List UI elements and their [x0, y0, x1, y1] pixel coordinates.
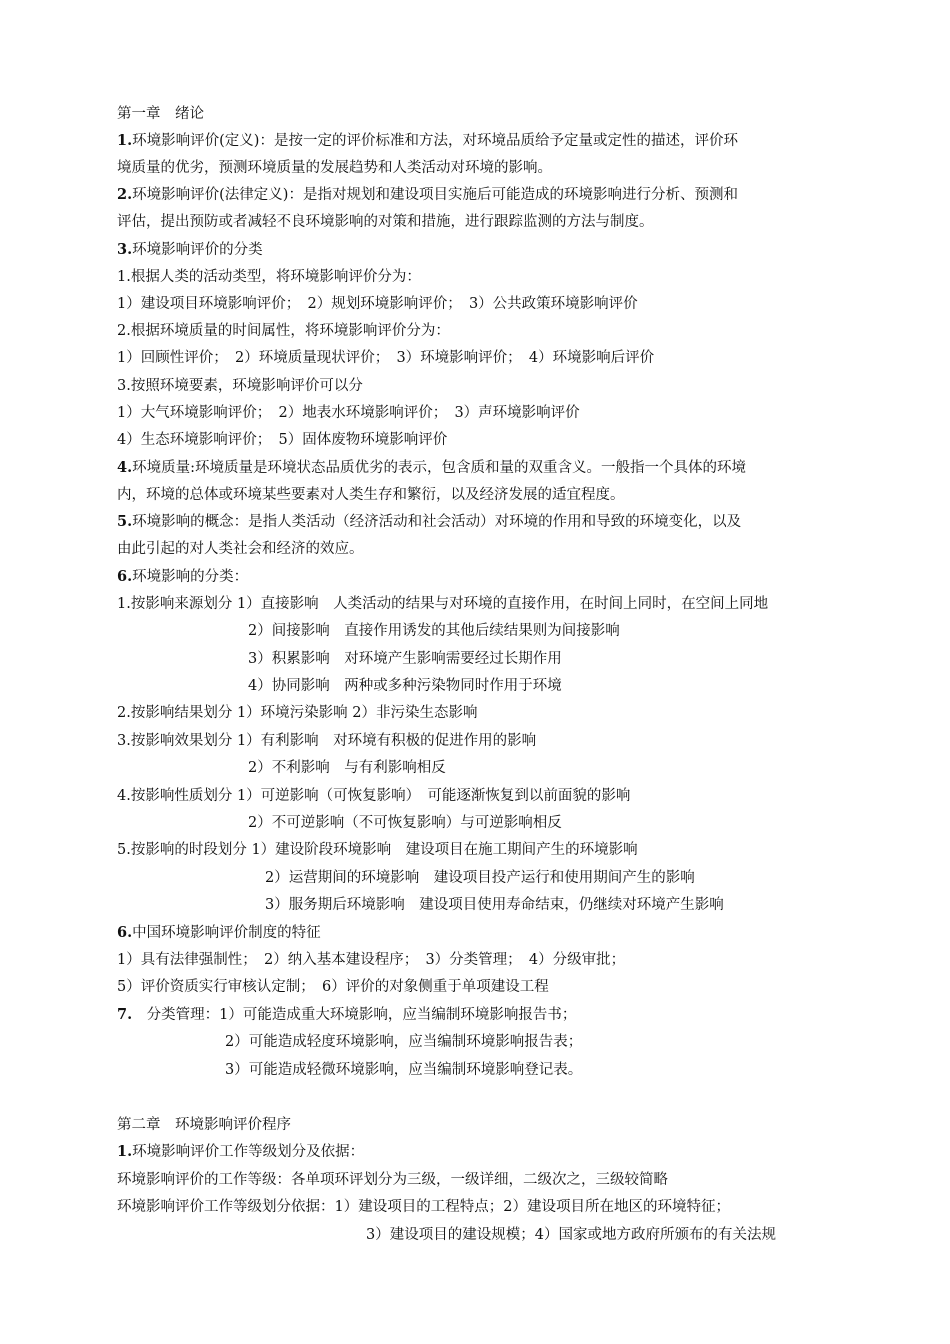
text-line: 3）服务期后环境影响 建设项目使用寿命结束，仍继续对环境产生影响 [265, 897, 724, 913]
text-line: 环境影响评价的工作等级：各单项环评划分为三级，一级详细，二级次之，三级较简略 [117, 1172, 668, 1188]
text-line: 内，环境的总体或环境某些要素对人类生存和繁衍，以及经济发展的适宜程度。 [117, 487, 625, 503]
text-line: 2）不利影响 与有利影响相反 [248, 760, 446, 776]
text-line: 由此引起的对人类社会和经济的效应。 [117, 541, 364, 557]
text-line: 1.按影响来源划分 1）直接影响 人类活动的结果与对环境的直接作用，在时间上同时，在空间上同地 [117, 596, 769, 612]
text-line: 3）建设项目的建设规模；4）国家或地方政府所颁布的有关法规 [366, 1227, 776, 1243]
text-line: 1.根据人类的活动类型，将环境影响评价分为： [117, 269, 421, 285]
text-line: 1）建设项目环境影响评价； 2）规划环境影响评价； 3）公共政策环境影响评价 [117, 296, 638, 312]
text-line: 3.按影响效果划分 1）有利影响 对环境有积极的促进作用的影响 [117, 733, 537, 749]
text-line: 1.环境影响评价工作等级划分及依据： [117, 1143, 365, 1160]
text-line: 境质量的优劣，预测环境质量的发展趋势和人类活动对环境的影响。 [117, 160, 552, 176]
text-line: 2.环境影响评价(法律定义)：是指对规划和建设项目实施后可能造成的环境影响进行分析、预测和 [117, 186, 738, 203]
text-line: 6.中国环境影响评价制度的特征 [117, 924, 321, 941]
text-line: 2）运营期间的环境影响 建设项目投产运行和使用期间产生的影响 [265, 870, 695, 886]
text-line: 5）评价资质实行审核认定制； 6）评价的对象侧重于单项建设工程 [117, 979, 549, 995]
text-line: 3）积累影响 对环境产生影响需要经过长期作用 [248, 651, 562, 667]
text-line: 2）不可逆影响（不可恢复影响）与可逆影响相反 [248, 815, 562, 831]
chapter-1-title: 第一章 绪论 [117, 106, 204, 122]
text-line: 2.按影响结果划分 1）环境污染影响 2）非污染生态影响 [117, 705, 478, 721]
text-line: 1）具有法律强制性； 2）纳入基本建设程序； 3）分类管理； 4）分级审批； [117, 952, 626, 968]
text-line: 1.环境影响评价(定义)：是按一定的评价标准和方法，对环境品质给予定量或定性的描述，评价环 [117, 132, 738, 149]
text-line: 评估，提出预防或者减轻不良环境影响的对策和措施，进行跟踪监测的方法与制度。 [117, 214, 654, 230]
text-line: 5.按影响的时段划分 1）建设阶段环境影响 建设项目在施工期间产生的环境影响 [117, 842, 638, 858]
text-line: 3）可能造成轻微环境影响，应当编制环境影响登记表。 [225, 1062, 583, 1078]
text-line: 3.环境影响评价的分类 [117, 241, 263, 258]
chapter-2-title: 第二章 环境影响评价程序 [117, 1117, 291, 1133]
text-line: 4.环境质量:环境质量是环境状态品质优劣的表示，包含质和量的双重含义。一般指一个具体的环境 [117, 459, 747, 476]
text-line: 3.按照环境要素，环境影响评价可以分 [117, 378, 363, 394]
text-line: 7. 分类管理：1）可能造成重大环境影响，应当编制环境影响报告书； [117, 1006, 577, 1023]
text-line: 6.环境影响的分类： [117, 568, 249, 585]
text-line: 1）回顾性评价； 2）环境质量现状评价； 3）环境影响评价； 4）环境影响后评价 [117, 350, 655, 366]
text-line: 5.环境影响的概念：是指人类活动（经济活动和社会活动）对环境的作用和导致的环境变化，以及 [117, 513, 742, 530]
text-line: 环境影响评价工作等级划分依据：1）建设项目的工程特点；2）建设项目所在地区的环境特征； [117, 1199, 730, 1215]
text-line: 1）大气环境影响评价； 2）地表水环境影响评价； 3）声环境影响评价 [117, 405, 580, 421]
text-line: 2）间接影响 直接作用诱发的其他后续结果则为间接影响 [248, 623, 620, 639]
text-line: 2.根据环境质量的时间属性，将环境影响评价分为： [117, 323, 450, 339]
text-line: 2）可能造成轻度环境影响，应当编制环境影响报告表； [225, 1034, 583, 1050]
text-line: 4.按影响性质划分 1）可逆影响（可恢复影响） 可能逐渐恢复到以前面貌的影响 [117, 788, 631, 804]
text-line: 4）生态环境影响评价； 5）固体废物环境影响评价 [117, 432, 448, 448]
text-line: 4）协同影响 两种或多种污染物同时作用于环境 [248, 678, 562, 694]
